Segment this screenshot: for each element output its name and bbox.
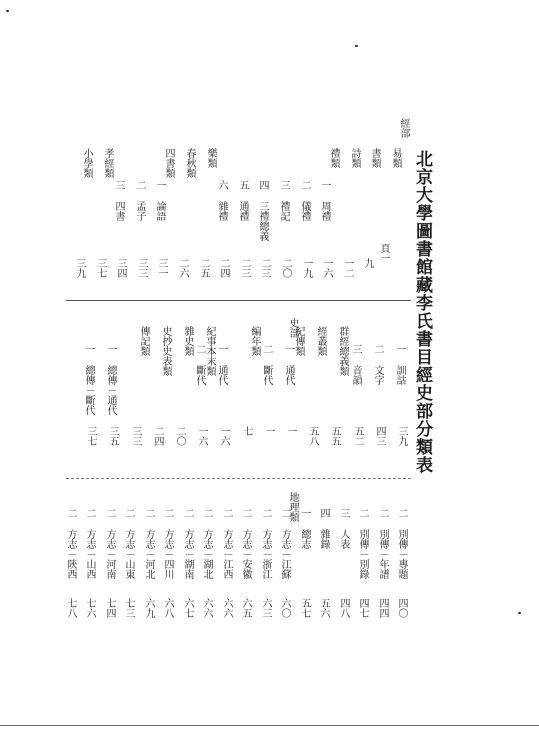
category-label: 書類 bbox=[369, 148, 380, 168]
page-number: 五七 bbox=[299, 598, 310, 618]
category-label: 經叢類 bbox=[315, 326, 326, 356]
page-number: 二四 bbox=[218, 258, 229, 278]
category-label: 群經總義類 bbox=[337, 326, 348, 376]
page-number: 二六 bbox=[177, 258, 188, 278]
category-label: 四書類 bbox=[163, 148, 174, 178]
page-title: 北京大學圖書館藏李氏書目經史部分類表 bbox=[412, 150, 432, 474]
subcategory-label: 二 斷代 bbox=[261, 344, 272, 385]
category-label: 紀事本末類 bbox=[204, 326, 215, 376]
subcategory-label: 二 方志－湖南 bbox=[182, 508, 193, 579]
page-number: 九 bbox=[362, 258, 373, 268]
subcategory-label: 二 方志－山西 bbox=[84, 508, 95, 579]
page-number: 五八 bbox=[307, 426, 318, 446]
subcategory-label: 二 斷代 bbox=[194, 344, 205, 385]
page-number: 一六 bbox=[218, 426, 229, 446]
subcategory-label: 五 通禮 bbox=[237, 180, 248, 221]
page-number: 七八 bbox=[65, 598, 76, 618]
subcategory-label: 四 三禮總義 bbox=[257, 180, 268, 241]
subcategory-label: 三 四書 bbox=[113, 180, 124, 221]
page-number: 三九 bbox=[396, 426, 407, 446]
subcategory-label: 一 周禮 bbox=[319, 180, 330, 221]
subcategory-label: 二 方志－四川 bbox=[162, 508, 173, 579]
category-label: 小學類 bbox=[81, 148, 92, 178]
subcategory-label: 六 雜禮 bbox=[216, 180, 227, 221]
ink-speck bbox=[518, 612, 521, 614]
subcategory-label: 一 總志 bbox=[299, 508, 310, 549]
page-number: 四八 bbox=[338, 598, 349, 618]
page-number: 四〇 bbox=[396, 598, 407, 618]
page-number: 七六 bbox=[84, 598, 95, 618]
subcategory-label: 四 雜錄 bbox=[318, 508, 329, 549]
category-label: 傳記類 bbox=[138, 326, 149, 356]
section-dili-lei: 地理類 bbox=[287, 492, 298, 522]
page-number: 三七 bbox=[95, 258, 106, 278]
page-number: 六九 bbox=[143, 598, 154, 618]
page-number: 六七 bbox=[182, 598, 193, 618]
page-number: 六六 bbox=[221, 598, 232, 618]
page-number: 五五 bbox=[329, 426, 340, 446]
subcategory-label: 三 人表 bbox=[338, 508, 349, 549]
subcategory-label: 二 方志－江蘇 bbox=[279, 508, 290, 579]
page-number: 二三 bbox=[239, 258, 250, 278]
page-number: 一六 bbox=[196, 426, 207, 446]
page-number: 五六 bbox=[318, 598, 329, 618]
subcategory-label: 二 儀禮 bbox=[299, 180, 310, 221]
category-label: 易類 bbox=[390, 148, 401, 168]
subcategory-label: 二 方志－陝西 bbox=[65, 508, 76, 579]
subcategory-label: 二 別傳－年譜 bbox=[377, 508, 388, 579]
subcategory-label: 二 別傳－專題 bbox=[396, 508, 407, 579]
page-number: 六五 bbox=[240, 598, 251, 618]
page-number: 六八 bbox=[162, 598, 173, 618]
subcategory-label: 二 方志－江西 bbox=[221, 508, 232, 579]
subcategory-label: 二 孟子 bbox=[134, 180, 145, 221]
page-number: 四三 bbox=[374, 426, 385, 446]
section-shi-bu: 史部 bbox=[287, 318, 298, 338]
subcategory-label: 二 別傳－別錄 bbox=[357, 508, 368, 579]
category-label: 詩類 bbox=[349, 148, 360, 168]
page-number: 三一 bbox=[156, 258, 167, 278]
category-label: 史抄史表類 bbox=[160, 326, 171, 376]
page-number: 一 bbox=[285, 426, 296, 436]
page-number: 三五 bbox=[107, 426, 118, 446]
subcategory-label: 二 方志－河北 bbox=[143, 508, 154, 579]
page-number: 三三 bbox=[130, 426, 141, 446]
subcategory-label: 二 方志－安徽 bbox=[240, 508, 251, 579]
divider-rule-1 bbox=[66, 300, 411, 301]
category-label: 孝經類 bbox=[102, 148, 113, 178]
category-label: 樂類 bbox=[205, 148, 216, 168]
subcategory-label: 二 方志－浙江 bbox=[260, 508, 271, 579]
ink-speck bbox=[6, 10, 9, 12]
page-number: 三九 bbox=[74, 258, 85, 278]
category-label: 紀傳類 bbox=[293, 326, 304, 356]
page-number: 二五 bbox=[198, 258, 209, 278]
page-number: 二〇 bbox=[280, 258, 291, 278]
subcategory-label: 一 訓詁 bbox=[394, 344, 405, 385]
subcategory-label: 一 總傳－通代 bbox=[105, 344, 116, 415]
subcategory-label: 一 論語 bbox=[154, 180, 165, 221]
page-number: 二〇 bbox=[174, 426, 185, 446]
category-label: 雜史類 bbox=[182, 326, 193, 356]
page-number: 四四 bbox=[377, 598, 388, 618]
page-number: 三四 bbox=[115, 258, 126, 278]
page-number: 二三 bbox=[259, 258, 270, 278]
page-number-first: 頁一 bbox=[378, 243, 389, 263]
page-number: 三三 bbox=[136, 258, 147, 278]
page-number: 六三 bbox=[260, 598, 271, 618]
category-label: 禮類 bbox=[328, 148, 339, 168]
page-number: 一 bbox=[263, 426, 274, 436]
page-number: 七四 bbox=[104, 598, 115, 618]
subcategory-label: 二 方志－湖北 bbox=[201, 508, 212, 579]
section-jing-bu: 經部 bbox=[398, 118, 409, 138]
page-number: 四七 bbox=[357, 598, 368, 618]
subcategory-label: 二 文字 bbox=[372, 344, 383, 385]
subcategory-label: 三 音韻 bbox=[350, 344, 361, 385]
page-number: 一六 bbox=[321, 258, 332, 278]
subcategory-label: 二 方志－山東 bbox=[123, 508, 134, 579]
page-number: 七三 bbox=[123, 598, 134, 618]
subcategory-label: 三 禮記 bbox=[278, 180, 289, 221]
page-number: 三七 bbox=[85, 426, 96, 446]
page-number: 七 bbox=[241, 426, 252, 436]
divider-rule-2 bbox=[66, 478, 411, 479]
page-number: 二四 bbox=[152, 426, 163, 446]
page-bottom-edge bbox=[0, 725, 539, 726]
page-number: 五二 bbox=[352, 426, 363, 446]
subcategory-label: 二 方志－河南 bbox=[104, 508, 115, 579]
ink-speck bbox=[355, 45, 358, 47]
subcategory-label: 一 通代 bbox=[283, 344, 294, 385]
subcategory-label: 一 總傳－斷代 bbox=[83, 344, 94, 415]
subcategory-label: 一 通代 bbox=[216, 344, 227, 385]
page-number: 六六 bbox=[201, 598, 212, 618]
category-label: 春秋類 bbox=[184, 148, 195, 178]
page-number: 一九 bbox=[301, 258, 312, 278]
category-label: 編年類 bbox=[249, 326, 260, 356]
page-number: 六〇 bbox=[279, 598, 290, 618]
page-number: 一二 bbox=[342, 258, 353, 278]
